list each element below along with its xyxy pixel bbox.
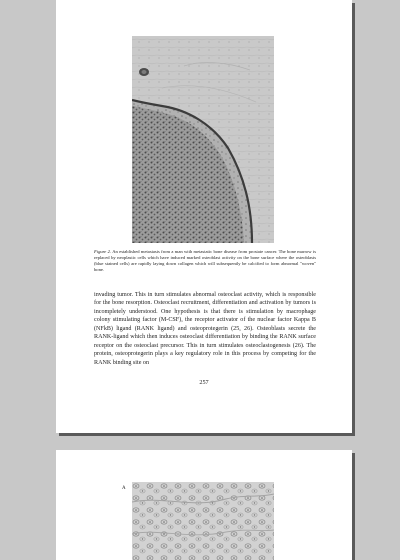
bone-metastasis-image (132, 36, 274, 243)
document-page-next (56, 450, 352, 560)
page-number: 257 (199, 379, 209, 386)
figure-label: Figure 2. (94, 249, 112, 254)
figure-caption (94, 249, 316, 273)
panel-label: A (122, 486, 126, 491)
figure-caption-text: An established metastasis from a man with metastatic bone disease from prostate cancer. The bone marrow is replaced by neoplastic cells which have induced marked osteoblast activity on the bone surface where the osteoblasts (blue stained cells) are rapidly laying down collagen which will subsequently be calcified to form abnormal "woven" bone. (94, 249, 316, 273)
tissue-image (132, 482, 274, 560)
body-paragraph: invading tumor. This in turn stimulates abnormal osteoclast activity, which is responsible for the bone resorption. Osteoclast recruitment, differentiation and activation by tumors is incompletely understood. One hypothesis is that there is stimulation by macrophage colony stimulating factor (M-CSF), the receptor activator of the nuclear factor Kappa B (NFkB) ligand (RANK ligand) and osteoprotegerin (25, 26). Osteoblasts secrete the RANK-ligand which then induces osteoclast differentiation by binding the RANK surface receptor on the osteoclast precursor. This in turn stimulates osteoclastogenesis (26). The protein, osteoprotegerin plays a key regulatory role in this process by competing for the RANK binding site on (94, 292, 316, 366)
figure-micrograph (132, 36, 274, 243)
document-page (56, 0, 352, 433)
figure-micrograph-next (132, 482, 274, 560)
